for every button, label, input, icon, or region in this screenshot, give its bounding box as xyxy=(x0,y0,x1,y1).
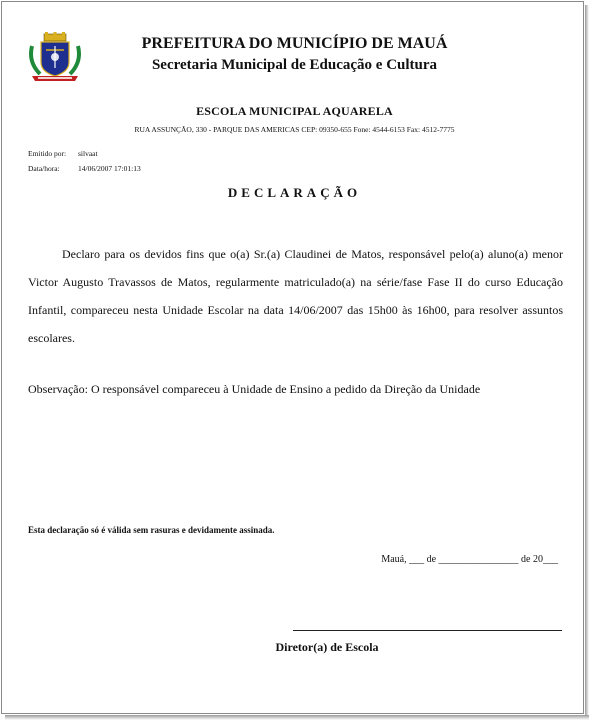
signatory-title: Diretor(a) de Escola xyxy=(275,640,379,654)
datetime-label: Data/hora: xyxy=(28,164,60,173)
issued-by-value: silvaat xyxy=(78,149,98,158)
school-address: RUA ASSUNÇÃO, 330 - PARQUE DAS AMERICAS CEP: 09350-655 Fone: 4544-6153 Fax: 4512-7775 xyxy=(134,125,455,134)
signature-line xyxy=(293,630,562,631)
municipal-coat-of-arms-icon xyxy=(26,32,84,82)
datetime-row xyxy=(28,164,141,173)
document-page xyxy=(1,1,584,714)
validity-note: Esta declaração só é válida sem rasuras e devidamente assinada. xyxy=(28,525,275,535)
school-name: ESCOLA MUNICIPAL AQUARELA xyxy=(196,104,393,118)
secretariat-title: Secretaria Municipal de Educação e Cultura xyxy=(151,57,438,73)
datetime-value: 14/06/2007 17:01:13 xyxy=(78,164,141,173)
place-date-line: Mauá, ___ de ________________ de 20___ xyxy=(381,554,558,565)
issued-by-label: Emitido por: xyxy=(28,149,67,158)
document-title: DECLARAÇÃO xyxy=(227,185,362,200)
municipality-title: PREFEITURA DO MUNICÍPIO DE MAUÁ xyxy=(141,35,448,52)
observation-text: Observação: O responsável compareceu à Unidade de Ensino a pedido da Direção da Unidade xyxy=(28,382,481,396)
page-shadow-bottom xyxy=(5,715,589,720)
declaration-body: Declaro para os devidos fins que o(a) Sr.(a) Claudinei de Matos, responsável pelo(a) aluno(a) menor Victor Augusto Travassos de Matos, regularmente matriculado(a) na série/fase Fase II do curso Educação Infantil, compareceu nesta Unidade Escolar na data 14/06/2007 das 15h00 às 16h00, para resolver assuntos escolares. xyxy=(28,247,563,345)
issued-by-row xyxy=(28,149,98,158)
